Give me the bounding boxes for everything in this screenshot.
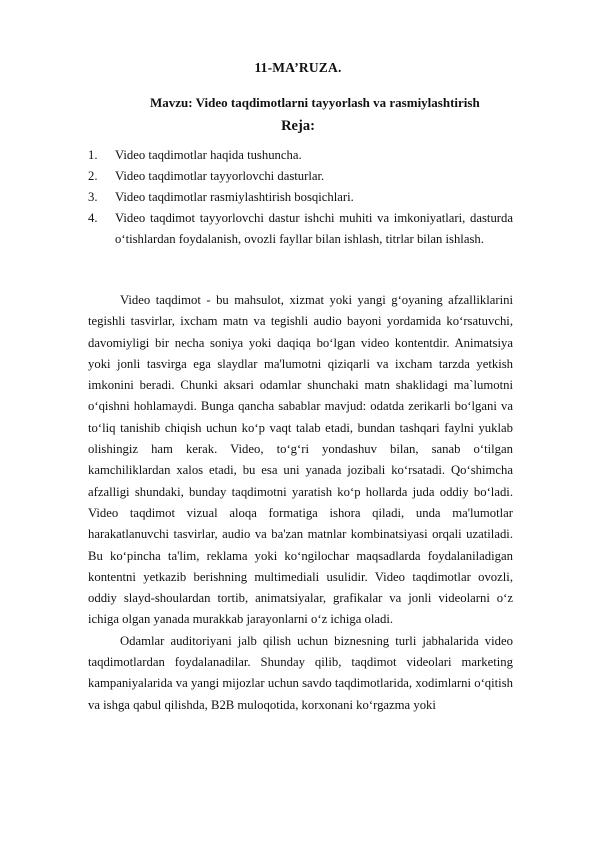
- plan-item: [88, 166, 513, 187]
- body-paragraph: Odamlar auditoriyani jalb qilish uchun biznesning turli jabhalarida video taqdimotlardan foydalanadilar. Shunday qilib, taqdimot videolari marketing kampaniyalarida va yangi mijozlar uchun savdo taqdimotlarida, xodimlarni o‘qitish va ishga qabul qilishda, B2B muloqotida, korxonani ko‘rgazma yoki: [88, 633, 513, 712]
- plan-item-text: Video taqdimotlar rasmiylashtirish bosqichlari.: [115, 190, 354, 204]
- body-paragraph: Video taqdimot - bu mahsulot, xizmat yoki yangi g‘oyaning afzalliklarini tegishli tasvirlar, ixcham matn va tegishli audio bayoni yordamida ko‘rsatuvchi, davomiyligi bir necha soniya yoki daqiqa bo‘lgan video kontentdir. Animatsiya yoki jonli tasvirga ega slaydlar ma'lumotni qiziqarli va ixcham tarzda yetkish imkonini beradi. Chunki aksari odamlar shunchaki matn shaklidagi ma`lumotni o‘qishni hohlamaydi. Bunga qancha sabablar mavjud: odatda zerikarli bo‘lgani va to‘liq tanishib chiqish uchun ko‘p vaqt talab etadi, bundan tashqari faylni yuklab olishingiz ham kerak. Video, to‘g‘ri yondashuv bilan, sanab o‘tilgan kamchiliklardan xalos etadi, bu esa uni yanada jozibali ko‘rsatadi. Qo‘shimcha afzalligi shundaki, bunday taqdimotni yaratish ko‘p hollarda juda oddiy bo‘ladi. Video taqdimot vizual aloqa formatiga ishora qiladi, unda ma'lumotlar harakatlanuvchi tasvirlar, audio va ba'zan matnlar kombinatsiyasi orqali uzatiladi. Bu ko‘pincha ta'lim, reklama yoki ko‘ngilochar maqsadlarda foydalaniladigan kontentni yetkazib berishning multimediali usulidir. Video taqdimotlar ovozli, oddiy slayd-shoulardan tortib, animatsiyalar, grafikalar va jonli videolarni o‘z ichiga olgan yanada murakkab jarayonlarni o‘z ichiga oladi.: [88, 293, 513, 627]
- plan-item: [88, 145, 513, 166]
- plan-list: [88, 145, 513, 250]
- plan-item-number: 4.: [88, 211, 98, 225]
- lecture-title: 11-MA’RUZA.: [254, 60, 342, 75]
- lecture-topic: Mavzu: Video taqdimotlarni tayyorlash va rasmiylashtirish: [150, 95, 480, 110]
- plan-item: [88, 208, 513, 250]
- plan-item-text: Video taqdimotlar haqida tushuncha.: [115, 148, 302, 162]
- plan-item: [88, 187, 513, 208]
- plan-item-number: 3.: [88, 190, 98, 204]
- plan-heading: Reja:: [281, 118, 315, 134]
- plan-item-number: 1.: [88, 148, 98, 162]
- lecture-body: [88, 290, 513, 716]
- plan-item-text: Video taqdimot tayyorlovchi dastur ishchi muhiti va imkoniyatlari, dasturda o‘tishlardan foydalanish, ovozli fayllar bilan ishlash, titrlar bilan ishlash.: [115, 211, 513, 246]
- plan-item-number: 2.: [88, 169, 98, 183]
- plan-item-text: Video taqdimotlar tayyorlovchi dasturlar.: [115, 169, 325, 183]
